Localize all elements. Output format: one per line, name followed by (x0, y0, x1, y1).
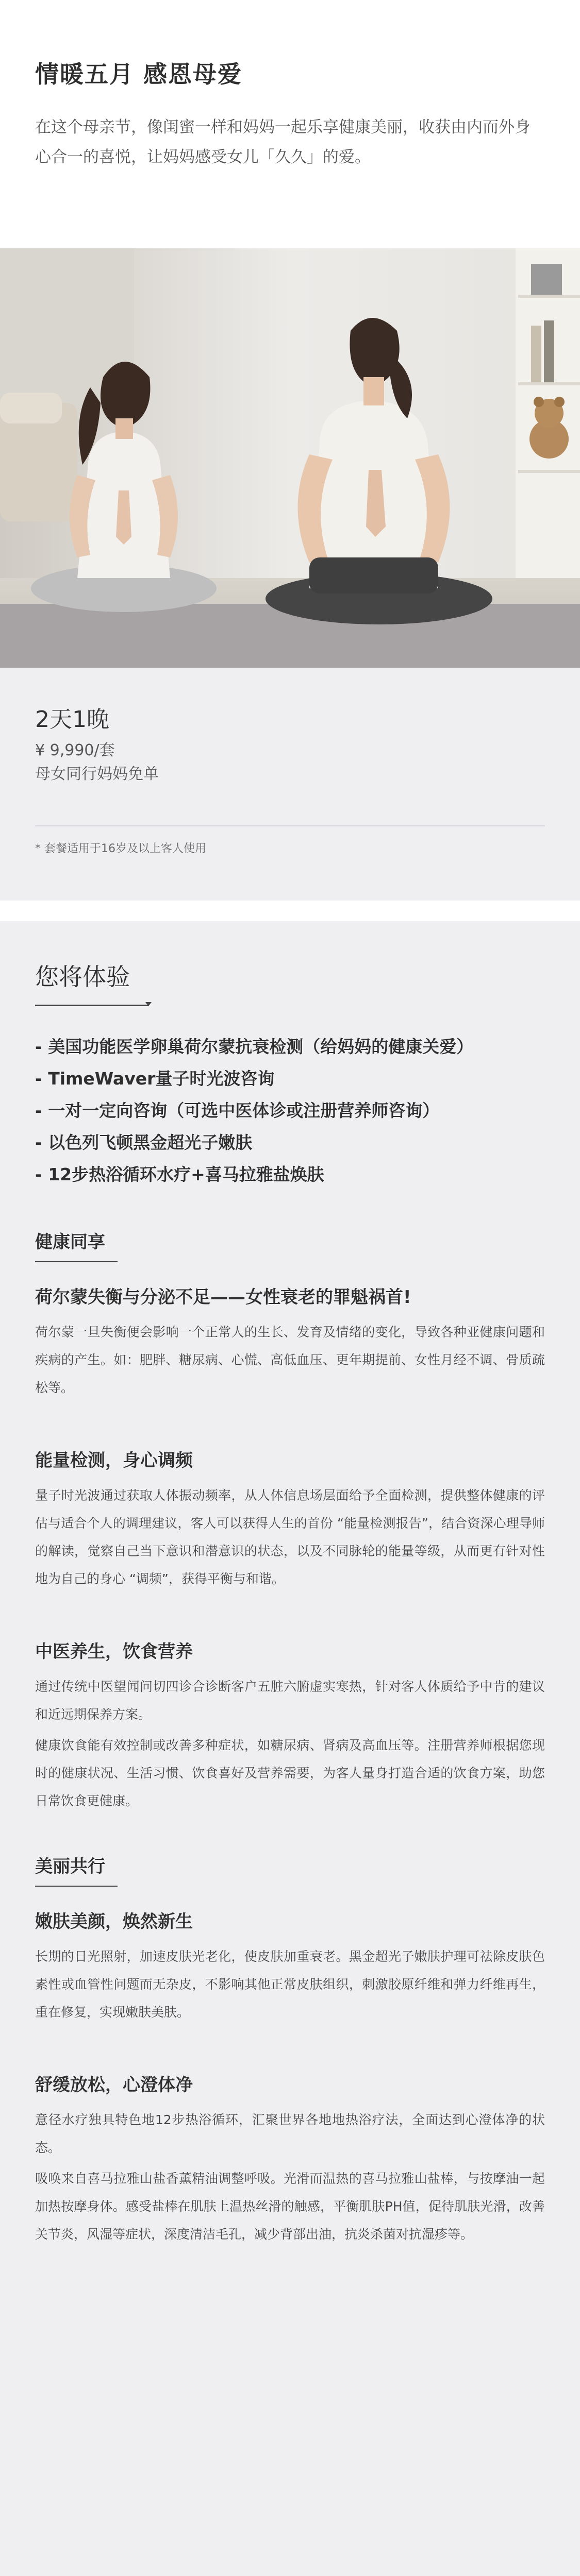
experience-bullet-list (35, 1031, 545, 1191)
package-title: 2天1晚 (35, 706, 109, 733)
energy-body: 量子时光波通过获取人体振动频率，从人体信息场层面给予全面检测，提供整体健康的评估与适合个人的调理建议，客人可以获得人生的首份 “能量检测报告”，结合资深心理导师的解读，觉察自己当下意识和潜意识的状态，以及不同脉轮的能量等级，从而更有针对性地为自己的身心 “调频”，获得平衡与和谐。 (35, 1488, 545, 1586)
relax-body-2: 吸唤来自喜马拉雅山盐香薰精油调整呼吸。光滑而温热的喜马拉雅山盐棒，与按摩油一起加热按摩身体。感受盐棒在肌肤上温热丝滑的触感，平衡肌肤PH值，促待肌肤光滑，改善关节炎，风湿等症状，深度清洁毛孔，减少背部出油，抗炎杀菌对抗湿疹等。 (35, 2171, 545, 2242)
tcm-heading: 中医养生，饮食营养 (35, 1641, 193, 1662)
package-divider (35, 825, 545, 826)
experience-section (0, 921, 580, 2576)
package-price: ¥ 9,990/套 (35, 741, 115, 759)
page-title: 情暖五月 感恩母爱 (35, 60, 243, 88)
tcm-body-1: 通过传统中医望闻问切四诊合诊断客户五脏六腑虚实寒热，针对客人体质给予中肯的建议和近远期保养方案。 (35, 1679, 545, 1722)
beauty-category (35, 1852, 545, 1887)
package-offer: 母女同行妈妈免单 (35, 765, 159, 783)
hero-image (0, 248, 580, 668)
hormone-body: 荷尔蒙一旦失衡便会影响一个正常人的生长、发育及情绪的变化，导致各种亚健康问题和疾病的产生。如：肥胖、糖尿病、心慌、高低血压、更年期提前、女性月经不调、骨质疏松等。 (35, 1325, 545, 1395)
list-item: - TimeWaver量子时光波咨询 (35, 1063, 545, 1095)
category-underline (35, 1886, 118, 1887)
intro-section (0, 0, 580, 248)
list-item: - 以色列飞顿黑金超光子嫩肤 (35, 1127, 545, 1159)
relax-body-1: 意径水疗独具特色地12步热浴循环，汇聚世界各地地热浴疗法，全面达到心澄体净的状态。 (35, 2112, 545, 2155)
skin-heading: 嫩肤美颜，焕然新生 (35, 1911, 193, 1932)
category-underline (35, 1261, 118, 1262)
list-item: - 一对一定向咨询（可选中医体诊或注册营养师咨询） (35, 1095, 545, 1127)
experience-title-underline (35, 1005, 148, 1006)
package-note: * 套餐适用于16岁及以上客人使用 (35, 842, 206, 855)
relax-heading: 舒缓放松，心澄体净 (35, 2075, 193, 2095)
beauty-category-title: 美丽共行 (35, 1856, 105, 1877)
health-category-title: 健康同享 (35, 1232, 105, 1252)
skin-body: 长期的日光照射，加速皮肤光老化，使皮肤加重衰老。黑金超光子嫩肤护理可祛除皮肤色素性或血管性问题而无杂皮，不影响其他正常皮肤组织，刺激胶原纤维和弹力纤维再生，重在修复，实现嫩肤美肤。 (35, 1949, 545, 2020)
yoga-mother-daughter-photo (0, 248, 580, 668)
health-category (35, 1228, 545, 1262)
list-item: - 12步热浴循环水疗+喜马拉雅盐焕肤 (35, 1159, 545, 1191)
energy-heading: 能量检测，身心调频 (35, 1450, 193, 1471)
tcm-body-2: 健康饮食能有效控制或改善多种症状，如糖尿病、肾病及高血压等。注册营养师根据您现时的健康状况、生活习惯、饮食喜好及营养需要，为客人量身打造合适的饮食方案，助您日常饮食更健康。 (35, 1738, 545, 1808)
package-section (0, 668, 580, 901)
list-item: - 美国功能医学卵巢荷尔蒙抗衰检测（给妈妈的健康关爱） (35, 1031, 545, 1063)
experience-title: 您将体验 (35, 963, 130, 991)
intro-paragraph: 在这个母亲节，像闺蜜一样和妈妈一起乐享健康美丽，收获由内而外身心合一的喜悦，让妈妈感受女儿「久久」的爱。 (35, 118, 531, 166)
hormone-heading: 荷尔蒙失衡与分泌不足——女性衰老的罪魁祸首! (35, 1287, 411, 1308)
section-gap (0, 901, 580, 921)
